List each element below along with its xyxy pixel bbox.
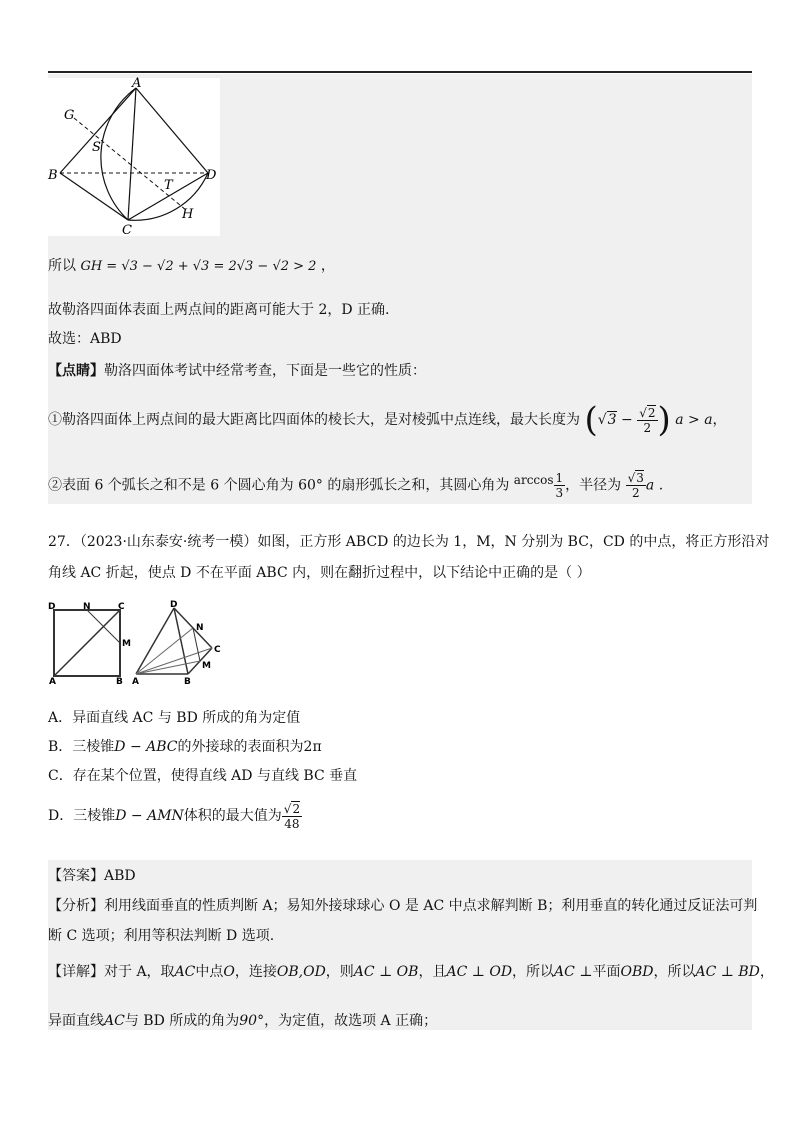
property-1	[48, 400, 727, 440]
paren-open: (	[584, 400, 598, 440]
edge-bc	[60, 173, 128, 220]
fd-label-N: N	[196, 623, 204, 633]
detail-line1	[48, 963, 774, 981]
edge-ab	[60, 88, 136, 173]
prop1-end: ，	[712, 412, 727, 428]
sq-label-D: D	[48, 602, 56, 612]
property-2	[48, 462, 663, 504]
option-a: A．异面直线 AC 与 BD 所成的角为定值	[48, 710, 301, 726]
detail-f3: AC ⊥	[554, 964, 593, 980]
prop2-end: a .	[645, 477, 664, 494]
fd-label-D: D	[170, 600, 178, 610]
frac-sqrt2-over-2: $\frac{√2}{2}$	[639, 405, 656, 435]
detail-connect: ，连接	[234, 964, 277, 980]
label-H: H	[182, 207, 194, 222]
detail-so2: ，所以	[653, 964, 696, 980]
formula-gh: GH = √3 − √2 + √3 = 2√3 − √2 > 2	[80, 259, 317, 274]
detail-end: ，	[759, 964, 774, 980]
answer-line: 【答案】ABD	[48, 868, 136, 884]
question-27-line2: 角线 AC 折起，使点 D 不在平面 ABC 内，则在翻折过程中，以下结论中正确的是（ ）	[48, 565, 591, 581]
fd-label-C: C	[214, 645, 221, 655]
analysis-line2: 断 C 选项；利用等积法判断 D 选项.	[48, 928, 275, 944]
frac-sqrt2-over-48: $\frac{√2}{48}$	[283, 801, 301, 831]
sq-label-A: A	[49, 677, 56, 687]
option-d-prefix: D．三棱锥	[48, 808, 116, 824]
frac-1-3: $\frac{1}{3}$	[555, 471, 564, 501]
edge-ad	[136, 88, 208, 173]
label-B: B	[48, 168, 58, 183]
option-d	[48, 798, 302, 834]
detail-so: ，所以	[512, 964, 555, 980]
detail-o: O	[223, 964, 235, 980]
paren-close: )	[657, 400, 671, 440]
solution-line-tip	[48, 362, 426, 380]
detail2-a: 异面直线	[48, 1013, 104, 1029]
label-G: G	[64, 108, 75, 123]
option-c: C．存在某个位置，使得直线 AD 与直线 BC 垂直	[48, 768, 358, 784]
text-suoyi: 所以	[48, 258, 76, 274]
detail-and: ，且	[418, 964, 447, 980]
sq-label-N: N	[83, 602, 91, 612]
solution-line-choice: 故选：ABD	[48, 331, 122, 347]
detail-plane: 平面	[592, 964, 621, 980]
detail-intro: 【详解】对于 A，取	[48, 964, 175, 980]
detail2-b: 与 BD 所成的角为	[124, 1013, 240, 1029]
fold-an	[136, 628, 193, 674]
detail-midpoint: 中点	[195, 964, 224, 980]
detail-f4: AC ⊥ BD	[695, 964, 760, 980]
tip-tag: 【点睛】	[48, 363, 104, 379]
detail2-deg: 90°	[239, 1013, 265, 1029]
option-b	[48, 738, 322, 756]
frac-sqrt3-over-2: $\frac{√3}{2}$	[627, 471, 644, 501]
detail2-ac: AC	[104, 1013, 125, 1029]
detail-f1: AC ⊥ OB	[353, 964, 419, 980]
sq-label-B: B	[116, 677, 123, 687]
option-d-math: D − AMN	[115, 808, 184, 824]
figure-folded	[132, 600, 224, 686]
minus: −	[616, 412, 638, 428]
prop2-mid: ，半径为	[565, 477, 622, 494]
detail-ac: AC	[174, 964, 196, 980]
label-C: C	[122, 223, 132, 238]
option-b-value: 2π	[303, 739, 322, 755]
prop2-text: ②表面 6 个弧长之和不是 6 个圆心角为 60° 的扇形弧长之和，其圆心角为	[48, 477, 510, 494]
solution-line-gh	[48, 257, 335, 276]
fold-ad	[136, 608, 174, 674]
solution-line-conclusion: 故勒洛四面体表面上两点间的距离可能大于 2，D 正确.	[48, 302, 390, 318]
sq-label-M: M	[122, 639, 131, 649]
prop1-text: ①勒洛四面体上两点间的最大距离比四面体的棱长大，是对棱弧中点连线，最大长度为	[48, 412, 580, 428]
option-b-prefix: B．三棱锥	[48, 739, 115, 755]
option-b-math: D − ABC	[114, 739, 178, 755]
fd-label-M: M	[202, 661, 211, 671]
label-T: T	[164, 178, 173, 193]
figure-square	[48, 602, 131, 687]
option-d-mid: 体积的最大值为	[183, 808, 282, 824]
tip-text: 勒洛四面体考试中经常考查，下面是一些它的性质：	[104, 363, 426, 379]
question-27-line1: 27．（2023·山东泰安·统考一模）如图，正方形 ABCD 的边长为 1，M，N 分别为 BC，CD 的中点，将正方形沿对	[48, 534, 770, 550]
label-D: D	[206, 168, 217, 183]
detail-f2: AC ⊥ OD	[446, 964, 513, 980]
analysis-line1: 【分析】利用线面垂直的性质判断 A；易知外接球球心 O 是 AC 中点求解判断 B；利用垂直的转化通过反证法可判	[48, 898, 758, 914]
option-b-mid: 的外接球的表面积为	[177, 739, 304, 755]
detail-line2	[48, 1012, 437, 1030]
sq-label-C: C	[118, 602, 125, 612]
figure-reuleaux	[48, 78, 220, 236]
prop1-tail: a > a	[675, 412, 713, 428]
label-S: S	[92, 140, 101, 155]
fd-label-B: B	[184, 677, 191, 687]
detail-then: ，则	[325, 964, 354, 980]
sqrt3: √3	[597, 412, 617, 428]
detail2-c: ，为定值，故选项 A 正确；	[264, 1013, 438, 1029]
fd-label-A: A	[132, 677, 139, 687]
top-rule	[48, 71, 752, 73]
arccos: arccos	[513, 473, 554, 487]
edge-ac	[128, 88, 136, 220]
label-A: A	[132, 76, 142, 91]
answer-shade	[48, 860, 752, 1030]
text-comma: ，	[320, 258, 335, 274]
diagonal-ac	[54, 610, 120, 676]
detail-obod: OB,OD	[276, 964, 326, 980]
detail-obd: OBD	[620, 964, 654, 980]
